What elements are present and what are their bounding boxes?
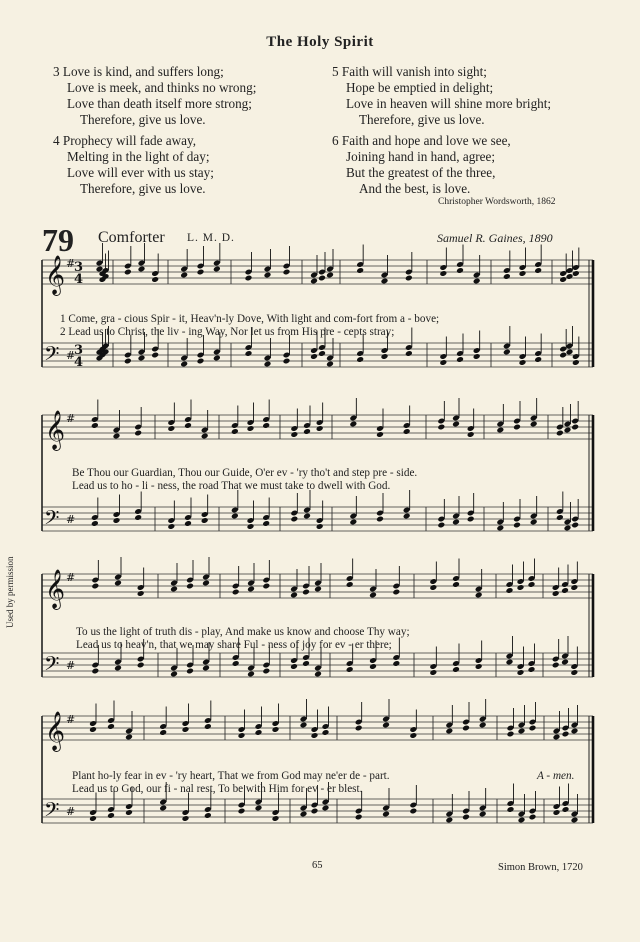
note-head <box>452 519 460 526</box>
note-head <box>561 659 569 666</box>
note-head <box>326 272 334 279</box>
amen-lyric: A - men. <box>537 770 575 782</box>
note-head <box>564 525 572 532</box>
key-sharp: # <box>66 713 76 726</box>
note-head <box>302 589 310 596</box>
note-head <box>561 587 569 594</box>
note-head <box>290 592 298 599</box>
note-head <box>403 513 411 520</box>
note-head <box>202 665 210 672</box>
note-head <box>311 732 319 739</box>
note-head <box>283 269 291 276</box>
note-head <box>180 272 188 279</box>
note-head <box>262 520 270 527</box>
note-head <box>429 584 437 591</box>
note-head <box>562 731 570 738</box>
note-head <box>409 808 417 815</box>
note-head <box>247 671 255 678</box>
note-head <box>507 806 515 813</box>
note-head <box>170 586 178 593</box>
note-head <box>553 734 561 741</box>
note-head <box>571 728 579 735</box>
note-head <box>349 519 357 526</box>
note-head <box>184 422 192 429</box>
note-head <box>475 592 483 599</box>
note-head <box>439 270 447 277</box>
note-head <box>167 425 175 432</box>
note-head <box>151 276 159 283</box>
tune-name: Comforter <box>98 229 165 246</box>
note-head <box>89 726 97 733</box>
bass-clef: 𝄢 <box>44 342 60 370</box>
note-head <box>467 431 475 438</box>
note-head <box>245 350 253 357</box>
note-head <box>231 513 239 520</box>
note-head <box>303 513 311 520</box>
bass-clef: 𝄢 <box>44 798 60 826</box>
note-head <box>107 812 115 819</box>
page-header-title: The Holy Spirit <box>266 34 374 50</box>
note-head <box>182 815 190 822</box>
note-head <box>197 269 205 276</box>
note-head <box>534 356 542 363</box>
note-head <box>506 659 514 666</box>
note-head <box>473 353 481 360</box>
note-head <box>559 352 567 359</box>
note-head <box>570 669 578 676</box>
note-head <box>439 359 447 366</box>
key-sharp: # <box>66 257 76 270</box>
note-head <box>89 815 97 822</box>
note-head <box>318 275 326 282</box>
note-head <box>300 811 308 818</box>
note-head <box>356 267 364 274</box>
note-head <box>182 726 190 733</box>
note-head <box>125 809 133 816</box>
note-head <box>114 665 122 672</box>
time-signature: 3 <box>74 343 84 358</box>
treble-clef: 𝄞 <box>45 711 66 751</box>
note-head <box>322 805 330 812</box>
note-head <box>519 359 527 366</box>
note-head <box>151 352 159 359</box>
note-head <box>409 732 417 739</box>
system-4-lyrics: Plant ho-ly fear in ev - 'ry heart, That we from God may ne'er de - part. Lead us to God, our fi - nal rest, To be with Him for ev - er blest. <box>72 770 390 795</box>
system-2-lyrics: Be Thou our Guardian, Thou our Guide, O'er ev - 'ry tho't and step pre - side. Lead us to ho - li - ness, the road That we must take to dwell with God. <box>72 467 418 492</box>
note-head <box>507 731 515 738</box>
time-signature: 4 <box>74 355 84 370</box>
note-head <box>125 734 133 741</box>
note-head <box>571 817 579 824</box>
note-head <box>518 817 526 824</box>
note-head <box>496 525 504 532</box>
hymn-number: 79 <box>42 222 74 258</box>
treble-clef: 𝄞 <box>45 255 66 295</box>
note-head <box>213 355 221 362</box>
note-head <box>255 805 263 812</box>
note-head <box>272 815 280 822</box>
bass-clef: 𝄢 <box>44 652 60 680</box>
note-head <box>392 660 400 667</box>
note-head <box>247 425 255 432</box>
time-signature: 4 <box>74 272 84 287</box>
time-signature: 3 <box>74 260 84 275</box>
note-head <box>113 517 121 524</box>
note-head <box>314 671 322 678</box>
note-head <box>369 592 377 599</box>
note-head <box>232 660 240 667</box>
note-head <box>552 662 560 669</box>
note-head <box>167 523 175 530</box>
note-head <box>437 424 445 431</box>
meter: L. M. D. <box>187 232 235 244</box>
note-head <box>290 431 298 438</box>
note-head <box>204 812 212 819</box>
note-head <box>290 663 298 670</box>
note-head <box>556 514 564 521</box>
permission-note: Used by permission <box>5 556 15 628</box>
note-head <box>452 421 460 428</box>
note-head <box>564 427 572 434</box>
note-head <box>300 722 308 729</box>
note-head <box>381 353 389 360</box>
note-head <box>262 422 270 429</box>
note-head <box>355 814 363 821</box>
note-head <box>570 584 578 591</box>
note-head <box>462 725 470 732</box>
note-head <box>437 522 445 529</box>
note-head <box>302 660 310 667</box>
note-head <box>355 725 363 732</box>
note-head <box>311 808 319 815</box>
note-head <box>137 590 145 597</box>
note-head <box>452 666 460 673</box>
note-head <box>316 523 324 530</box>
key-sharp: # <box>66 571 76 584</box>
note-head <box>553 809 561 816</box>
note-head <box>445 728 453 735</box>
note-head <box>346 666 354 673</box>
note-head <box>503 273 511 280</box>
note-head <box>201 433 209 440</box>
note-head <box>519 270 527 277</box>
note-head <box>264 361 272 368</box>
note-head <box>310 278 318 285</box>
note-head <box>262 583 270 590</box>
note-head <box>528 581 536 588</box>
treble-clef: 𝄞 <box>45 410 66 450</box>
note-head <box>232 589 240 596</box>
key-sharp: # <box>66 659 76 672</box>
note-head <box>530 421 538 428</box>
stanza-4: 4 Prophecy will fade away, Melting in the light of day; Love will ever with us stay; Therefore, give us love. <box>53 133 214 196</box>
note-head <box>530 519 538 526</box>
note-head <box>572 359 580 366</box>
note-head <box>202 580 210 587</box>
note-head <box>262 668 270 675</box>
note-head <box>247 523 255 530</box>
note-head <box>91 668 99 675</box>
page-number: 65 <box>312 860 323 871</box>
note-head <box>369 663 377 670</box>
note-head <box>238 732 246 739</box>
note-head <box>124 358 132 365</box>
note-head <box>506 587 514 594</box>
note-head <box>479 722 487 729</box>
note-head <box>107 723 115 730</box>
note-head <box>310 353 318 360</box>
note-head <box>170 671 178 678</box>
note-head <box>382 811 390 818</box>
note-head <box>314 586 322 593</box>
treble-clef: 𝄞 <box>45 569 66 609</box>
note-head <box>572 270 580 277</box>
note-head <box>452 581 460 588</box>
note-head <box>556 430 564 437</box>
note-head <box>91 520 99 527</box>
note-head <box>529 814 537 821</box>
note-head <box>356 356 364 363</box>
note-head <box>462 814 470 821</box>
note-head <box>513 424 521 431</box>
note-head <box>201 517 209 524</box>
composer: Samuel R. Gaines, 1890 <box>437 231 553 245</box>
note-head <box>322 729 330 736</box>
note-head <box>316 425 324 432</box>
note-head <box>518 728 526 735</box>
note-head <box>114 580 122 587</box>
key-sharp: # <box>66 349 76 362</box>
note-head <box>134 430 142 437</box>
note-head <box>197 358 205 365</box>
note-head <box>184 520 192 527</box>
stanza-6: 6 Faith and hope and love we see, Joining hand in hand, agree; But the greatest of the three, And the best, is love. <box>332 133 511 196</box>
tune-credit: Simon Brown, 1720 <box>498 862 583 873</box>
note-head <box>349 421 357 428</box>
stanza-3: 3 Love is kind, and suffers long; Love is meek, and thinks no wrong; Love than death itself more strong; Therefore, give us love. <box>53 64 257 127</box>
note-head <box>138 355 146 362</box>
note-head <box>247 586 255 593</box>
note-head <box>496 427 504 434</box>
key-sharp: # <box>66 412 76 425</box>
note-head <box>517 669 525 676</box>
note-head <box>231 428 239 435</box>
note-head <box>403 428 411 435</box>
note-head <box>159 805 167 812</box>
note-head <box>186 668 194 675</box>
note-head <box>445 817 453 824</box>
note-head <box>376 431 384 438</box>
note-head <box>571 424 579 431</box>
note-head <box>186 583 194 590</box>
note-head <box>91 422 99 429</box>
note-head <box>405 350 413 357</box>
note-head <box>473 278 481 285</box>
note-head <box>159 729 167 736</box>
stanza-5: 5 Faith will vanish into sight; Hope be emptied in delight; Love in heaven will shine more bright; Therefore, give us love. <box>332 64 552 127</box>
note-head <box>475 663 483 670</box>
note-head <box>238 808 246 815</box>
note-head <box>346 581 354 588</box>
note-head <box>245 275 253 282</box>
note-head <box>405 275 413 282</box>
key-sharp: # <box>66 805 76 818</box>
system-3-lyrics: To us the light of truth dis - play, And make us know and choose Thy way; Lead us to heav'n, that we may share Ful - ness of joy for ev - er there; <box>76 626 410 651</box>
key-sharp: # <box>66 513 76 526</box>
note-head <box>467 516 475 523</box>
note-head <box>213 266 221 273</box>
note-head <box>517 584 525 591</box>
note-head <box>552 590 560 597</box>
note-head <box>137 662 145 669</box>
note-head <box>124 269 132 276</box>
note-head <box>255 729 263 736</box>
note-head <box>326 361 334 368</box>
note-head <box>529 725 537 732</box>
note-head <box>456 267 464 274</box>
note-head <box>113 433 121 440</box>
note-head <box>479 811 487 818</box>
note-head <box>503 349 511 356</box>
note-head <box>382 722 390 729</box>
note-head <box>566 349 574 356</box>
system-1-lyrics: 1 Come, gra - cious Spir - it, Heav'n-ly Dove, With light and com-fort from a - bove; 2 Lead us to Christ, the liv - ing Way, Nor let us from His pre - cepts stray; <box>60 313 440 338</box>
note-head <box>204 723 212 730</box>
note-head <box>566 273 574 280</box>
note-head <box>272 726 280 733</box>
note-head <box>303 428 311 435</box>
note-head <box>571 522 579 529</box>
note-head <box>283 358 291 365</box>
note-head <box>376 516 384 523</box>
note-head <box>290 516 298 523</box>
note-head <box>134 514 142 521</box>
note-head <box>180 361 188 368</box>
poem-author: Christopher Wordsworth, 1862 <box>438 197 556 207</box>
note-head <box>559 276 567 283</box>
note-head <box>562 806 570 813</box>
note-head <box>513 522 521 529</box>
bass-clef: 𝄢 <box>44 506 60 534</box>
note-head <box>392 589 400 596</box>
note-head <box>456 356 464 363</box>
note-head <box>138 266 146 273</box>
note-head <box>318 350 326 357</box>
note-head <box>534 267 542 274</box>
note-head <box>91 583 99 590</box>
note-head <box>528 666 536 673</box>
note-head <box>429 669 437 676</box>
note-head <box>264 272 272 279</box>
note-head <box>381 278 389 285</box>
